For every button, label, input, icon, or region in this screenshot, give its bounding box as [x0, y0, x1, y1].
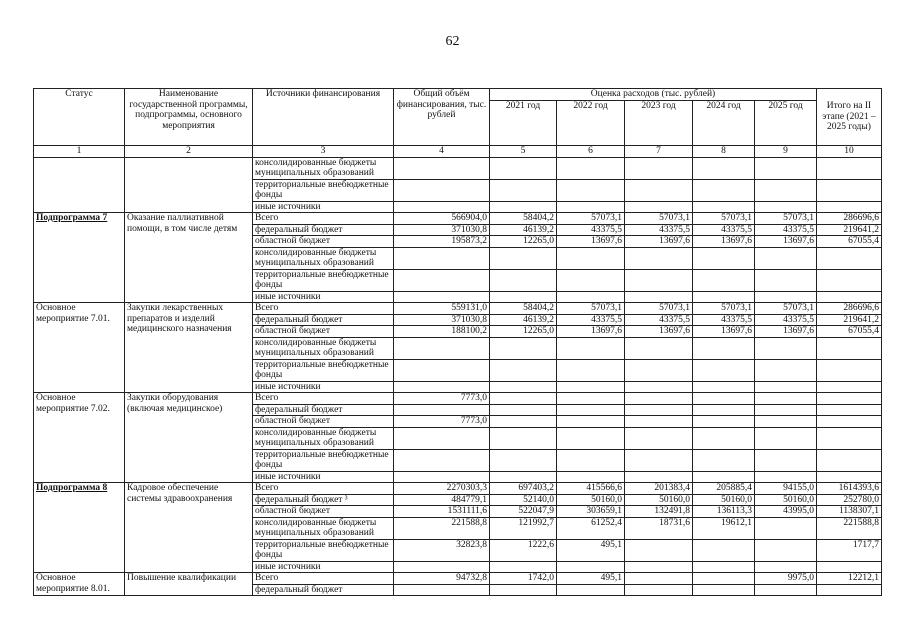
year-cell-2022: 495,1 [557, 539, 625, 561]
year-cell-2021 [490, 359, 557, 381]
header-2025: 2025 год [755, 101, 817, 146]
total-cell: 195873,2 [394, 236, 490, 248]
year-cell-2023: 57073,1 [625, 213, 693, 225]
year-cell-2023 [625, 427, 693, 449]
source-cell: консолидированные бюджеты муниципальных образований [253, 337, 394, 359]
source-cell: областной бюджет [253, 506, 394, 518]
source-cell: консолидированные бюджеты муниципальных образований [253, 247, 394, 269]
year-cell-2024: 13697,6 [693, 326, 755, 338]
year-cell-2021 [490, 201, 557, 213]
year-cell-2023 [625, 584, 693, 596]
year-cell-2022 [557, 247, 625, 269]
year-cell-2025 [755, 359, 817, 381]
year-cell-2023: 132491,8 [625, 506, 693, 518]
year-cell-2021 [490, 416, 557, 428]
stage-sum-cell [817, 427, 882, 449]
source-cell: иные источники [253, 201, 394, 213]
year-cell-2023 [625, 561, 693, 573]
source-cell: территориальные внебюджетные фонды [253, 359, 394, 381]
header-status: Статус [34, 89, 125, 146]
year-cell-2021: 121992,7 [490, 517, 557, 539]
total-cell: 188100,2 [394, 326, 490, 338]
year-cell-2025 [755, 517, 817, 539]
stage-sum-cell: 67055,4 [817, 326, 882, 338]
stage-sum-cell: 12212,1 [817, 573, 882, 585]
year-cell-2024 [693, 573, 755, 585]
stage-sum-cell [817, 381, 882, 393]
year-cell-2023 [625, 179, 693, 201]
total-cell: 566904,0 [394, 213, 490, 225]
year-cell-2021: 12265,0 [490, 236, 557, 248]
year-cell-2021 [490, 157, 557, 179]
source-cell: федеральный бюджет [253, 404, 394, 416]
col-number: 5 [490, 146, 557, 158]
table-row [34, 303, 882, 315]
year-cell-2022 [557, 201, 625, 213]
year-cell-2023 [625, 573, 693, 585]
stage-sum-cell [817, 404, 882, 416]
year-cell-2025 [755, 381, 817, 393]
col-number: 3 [253, 146, 394, 158]
year-cell-2022 [557, 291, 625, 303]
total-cell: 7773,0 [394, 416, 490, 428]
year-cell-2024 [693, 404, 755, 416]
source-cell: территориальные внебюджетные фонды [253, 539, 394, 561]
year-cell-2021 [490, 449, 557, 471]
stage-sum-cell: 221588,8 [817, 517, 882, 539]
source-cell: территориальные внебюджетные фонды [253, 449, 394, 471]
year-cell-2025 [755, 404, 817, 416]
year-cell-2022 [557, 561, 625, 573]
year-cell-2024 [693, 393, 755, 405]
year-cell-2022: 13697,6 [557, 236, 625, 248]
year-cell-2025: 43375,5 [755, 224, 817, 236]
year-cell-2025 [755, 449, 817, 471]
year-cell-2023: 18731,6 [625, 517, 693, 539]
total-cell: 7773,0 [394, 393, 490, 405]
year-cell-2023 [625, 449, 693, 471]
year-cell-2025 [755, 561, 817, 573]
stage-sum-cell [817, 393, 882, 405]
year-cell-2023: 201383,4 [625, 483, 693, 495]
year-cell-2025 [755, 539, 817, 561]
total-cell: 484779,1 [394, 494, 490, 506]
header-2024: 2024 год [693, 101, 755, 146]
year-cell-2021: 58404,2 [490, 213, 557, 225]
source-cell: федеральный бюджет ³ [253, 494, 394, 506]
stage-sum-cell: 219641,2 [817, 224, 882, 236]
year-cell-2022 [557, 471, 625, 483]
col-number: 8 [693, 146, 755, 158]
year-cell-2022 [557, 269, 625, 291]
source-cell: консолидированные бюджеты муниципальных образований [253, 517, 394, 539]
financing-table [33, 88, 882, 596]
year-cell-2025: 50160,0 [755, 494, 817, 506]
stage-sum-cell: 286696,6 [817, 213, 882, 225]
header-name: Наименование государственной программы, подпрограммы, основного мероприятия [125, 89, 253, 146]
year-cell-2024 [693, 179, 755, 201]
source-cell: Всего [253, 213, 394, 225]
total-cell [394, 449, 490, 471]
year-cell-2021 [490, 291, 557, 303]
stage-sum-cell: 67055,4 [817, 236, 882, 248]
year-cell-2024: 43375,5 [693, 314, 755, 326]
stage-sum-cell [817, 416, 882, 428]
year-cell-2022 [557, 359, 625, 381]
total-cell [394, 291, 490, 303]
year-cell-2022 [557, 449, 625, 471]
year-cell-2021 [490, 393, 557, 405]
year-cell-2021: 1742,0 [490, 573, 557, 585]
year-cell-2025: 57073,1 [755, 213, 817, 225]
year-cell-2024 [693, 561, 755, 573]
total-cell [394, 337, 490, 359]
year-cell-2022: 57073,1 [557, 303, 625, 315]
stage-sum-cell [817, 179, 882, 201]
stage-sum-cell: 1614393,6 [817, 483, 882, 495]
year-cell-2024: 136113,3 [693, 506, 755, 518]
year-cell-2025 [755, 337, 817, 359]
status-label: Основное мероприятие 7.01. [36, 303, 110, 324]
col-number: 4 [394, 146, 490, 158]
source-cell: иные источники [253, 561, 394, 573]
year-cell-2022 [557, 404, 625, 416]
stage-sum-cell [817, 449, 882, 471]
year-cell-2022 [557, 584, 625, 596]
year-cell-2024 [693, 247, 755, 269]
year-cell-2025: 13697,6 [755, 326, 817, 338]
source-cell: иные источники [253, 381, 394, 393]
table-row [34, 213, 882, 225]
year-cell-2021 [490, 247, 557, 269]
year-cell-2023 [625, 471, 693, 483]
year-cell-2021 [490, 337, 557, 359]
year-cell-2021 [490, 561, 557, 573]
year-cell-2022 [557, 337, 625, 359]
source-cell: Всего [253, 483, 394, 495]
stage-sum-cell [817, 471, 882, 483]
source-cell: федеральный бюджет [253, 584, 394, 596]
year-cell-2024: 57073,1 [693, 303, 755, 315]
stage-sum-cell [817, 201, 882, 213]
year-cell-2021: 12265,0 [490, 326, 557, 338]
total-cell [394, 381, 490, 393]
year-cell-2025 [755, 427, 817, 449]
total-cell [394, 404, 490, 416]
year-cell-2023 [625, 291, 693, 303]
year-cell-2023 [625, 404, 693, 416]
source-cell: консолидированные бюджеты муниципальных образований [253, 427, 394, 449]
year-cell-2025: 9975,0 [755, 573, 817, 585]
year-cell-2024 [693, 337, 755, 359]
total-cell [394, 427, 490, 449]
year-cell-2022: 303659,1 [557, 506, 625, 518]
year-cell-2023 [625, 359, 693, 381]
name-cell: Закупки оборудования (включая медицинское) [125, 393, 253, 483]
year-cell-2021: 58404,2 [490, 303, 557, 315]
total-cell: 371030,8 [394, 314, 490, 326]
status-label: Подпрограмма 8 [36, 483, 108, 493]
table-row [34, 573, 882, 585]
source-cell: территориальные внебюджетные фонды [253, 179, 394, 201]
year-cell-2025: 43995,0 [755, 506, 817, 518]
year-cell-2021 [490, 269, 557, 291]
total-cell: 32823,8 [394, 539, 490, 561]
total-cell: 1531111,6 [394, 506, 490, 518]
total-cell [394, 471, 490, 483]
total-cell [394, 179, 490, 201]
year-cell-2023 [625, 381, 693, 393]
stage-sum-cell [817, 291, 882, 303]
status-label: Основное мероприятие 8.01. [36, 573, 110, 594]
year-cell-2022 [557, 179, 625, 201]
name-cell [125, 157, 253, 213]
col-number: 6 [557, 146, 625, 158]
status-cell [34, 213, 125, 303]
status-cell [34, 393, 125, 483]
status-label: Подпрограмма 7 [36, 213, 108, 223]
year-cell-2024: 50160,0 [693, 494, 755, 506]
year-cell-2024: 205885,4 [693, 483, 755, 495]
source-cell: федеральный бюджет [253, 224, 394, 236]
total-cell: 221588,8 [394, 517, 490, 539]
year-cell-2023: 43375,5 [625, 224, 693, 236]
header-sources: Источники финансирования [253, 89, 394, 146]
status-cell [34, 303, 125, 393]
table-row [34, 393, 882, 405]
stage-sum-cell [817, 157, 882, 179]
total-cell [394, 157, 490, 179]
year-cell-2025 [755, 471, 817, 483]
year-cell-2022: 415566,6 [557, 483, 625, 495]
source-cell: консолидированные бюджеты муниципальных образований [253, 157, 394, 179]
source-cell: территориальные внебюджетные фонды [253, 269, 394, 291]
year-cell-2024 [693, 449, 755, 471]
header-2023: 2023 год [625, 101, 693, 146]
status-label: Основное мероприятие 7.02. [36, 393, 110, 414]
year-cell-2021 [490, 471, 557, 483]
total-cell [394, 247, 490, 269]
year-cell-2024 [693, 584, 755, 596]
name-cell: Кадровое обеспечение системы здравоохранения [125, 483, 253, 573]
total-cell [394, 561, 490, 573]
page-number: 62 [445, 34, 460, 49]
source-cell: областной бюджет [253, 236, 394, 248]
stage-sum-cell [817, 337, 882, 359]
year-cell-2024 [693, 201, 755, 213]
year-cell-2023 [625, 157, 693, 179]
status-cell [34, 483, 125, 573]
source-cell: Всего [253, 303, 394, 315]
year-cell-2025: 94155,0 [755, 483, 817, 495]
source-cell: областной бюджет [253, 326, 394, 338]
year-cell-2023: 43375,5 [625, 314, 693, 326]
total-cell [394, 584, 490, 596]
year-cell-2024: 13697,6 [693, 236, 755, 248]
year-cell-2023: 57073,1 [625, 303, 693, 315]
year-cell-2023 [625, 201, 693, 213]
year-cell-2025 [755, 157, 817, 179]
year-cell-2022: 43375,5 [557, 314, 625, 326]
year-cell-2021: 697403,2 [490, 483, 557, 495]
year-cell-2024 [693, 359, 755, 381]
table-body [34, 157, 882, 596]
year-cell-2025 [755, 416, 817, 428]
year-cell-2025 [755, 247, 817, 269]
table-row [34, 157, 882, 179]
header-2021: 2021 год [490, 101, 557, 146]
year-cell-2024 [693, 157, 755, 179]
year-cell-2025: 13697,6 [755, 236, 817, 248]
col-number: 2 [125, 146, 253, 158]
col-number: 9 [755, 146, 817, 158]
year-cell-2023 [625, 337, 693, 359]
year-cell-2022 [557, 157, 625, 179]
year-cell-2023: 13697,6 [625, 236, 693, 248]
year-cell-2021 [490, 404, 557, 416]
header-total: Общий объём финансирования, тыс. рублей [394, 89, 490, 146]
table-row [34, 483, 882, 495]
col-number: 10 [817, 146, 882, 158]
header-estimate: Оценка расходов (тыс. рублей) [490, 89, 817, 101]
source-cell: Всего [253, 573, 394, 585]
year-cell-2022: 50160,0 [557, 494, 625, 506]
year-cell-2021 [490, 427, 557, 449]
year-cell-2024: 43375,5 [693, 224, 755, 236]
year-cell-2023: 13697,6 [625, 326, 693, 338]
stage-sum-cell: 1717,7 [817, 539, 882, 561]
year-cell-2025 [755, 269, 817, 291]
year-cell-2021 [490, 179, 557, 201]
stage-sum-cell [817, 247, 882, 269]
source-cell: Всего [253, 393, 394, 405]
year-cell-2024 [693, 539, 755, 561]
year-cell-2025 [755, 201, 817, 213]
column-numbers-row [34, 146, 882, 158]
stage-sum-cell: 286696,6 [817, 303, 882, 315]
year-cell-2023 [625, 247, 693, 269]
status-cell [34, 573, 125, 596]
year-cell-2022 [557, 416, 625, 428]
status-cell [34, 157, 125, 213]
year-cell-2025: 43375,5 [755, 314, 817, 326]
source-cell: областной бюджет [253, 416, 394, 428]
stage-sum-cell: 1138307,1 [817, 506, 882, 518]
year-cell-2023: 50160,0 [625, 494, 693, 506]
source-cell: федеральный бюджет [253, 314, 394, 326]
source-cell: иные источники [253, 471, 394, 483]
year-cell-2023 [625, 539, 693, 561]
name-cell: Закупки лекарственных препаратов и изделий медицинского назначения [125, 303, 253, 393]
col-number: 1 [34, 146, 125, 158]
year-cell-2021: 52140,0 [490, 494, 557, 506]
year-cell-2022 [557, 427, 625, 449]
header-2022: 2022 год [557, 101, 625, 146]
total-cell: 2270303,3 [394, 483, 490, 495]
stage-sum-cell: 219641,2 [817, 314, 882, 326]
source-cell: иные источники [253, 291, 394, 303]
year-cell-2025 [755, 584, 817, 596]
year-cell-2023 [625, 269, 693, 291]
year-cell-2024: 19612,1 [693, 517, 755, 539]
year-cell-2023 [625, 416, 693, 428]
year-cell-2021 [490, 381, 557, 393]
year-cell-2024 [693, 416, 755, 428]
year-cell-2022: 495,1 [557, 573, 625, 585]
name-cell: Повышение квалификации [125, 573, 253, 596]
total-cell [394, 201, 490, 213]
year-cell-2022 [557, 393, 625, 405]
total-cell: 94732,8 [394, 573, 490, 585]
year-cell-2025 [755, 291, 817, 303]
col-number: 7 [625, 146, 693, 158]
year-cell-2024: 57073,1 [693, 213, 755, 225]
year-cell-2023 [625, 393, 693, 405]
year-cell-2025: 57073,1 [755, 303, 817, 315]
stage-sum-cell [817, 584, 882, 596]
total-cell [394, 269, 490, 291]
year-cell-2021 [490, 584, 557, 596]
year-cell-2022 [557, 381, 625, 393]
year-cell-2022: 61252,4 [557, 517, 625, 539]
year-cell-2021: 46139,2 [490, 224, 557, 236]
year-cell-2022: 43375,5 [557, 224, 625, 236]
stage-sum-cell [817, 359, 882, 381]
year-cell-2021: 46139,2 [490, 314, 557, 326]
year-cell-2024 [693, 427, 755, 449]
total-cell: 371030,8 [394, 224, 490, 236]
total-cell: 559131,0 [394, 303, 490, 315]
year-cell-2025 [755, 179, 817, 201]
stage-sum-cell [817, 561, 882, 573]
year-cell-2025 [755, 393, 817, 405]
year-cell-2024 [693, 291, 755, 303]
year-cell-2022: 13697,6 [557, 326, 625, 338]
year-cell-2021: 1222,6 [490, 539, 557, 561]
header-stage-total: Итого на II этапе (2021 – 2025 годы) [817, 89, 882, 146]
stage-sum-cell: 252780,0 [817, 494, 882, 506]
year-cell-2022: 57073,1 [557, 213, 625, 225]
stage-sum-cell [817, 269, 882, 291]
year-cell-2024 [693, 471, 755, 483]
year-cell-2024 [693, 381, 755, 393]
name-cell: Оказание паллиативной помощи, в том числе детям [125, 213, 253, 303]
year-cell-2024 [693, 269, 755, 291]
total-cell [394, 359, 490, 381]
year-cell-2021: 522047,9 [490, 506, 557, 518]
